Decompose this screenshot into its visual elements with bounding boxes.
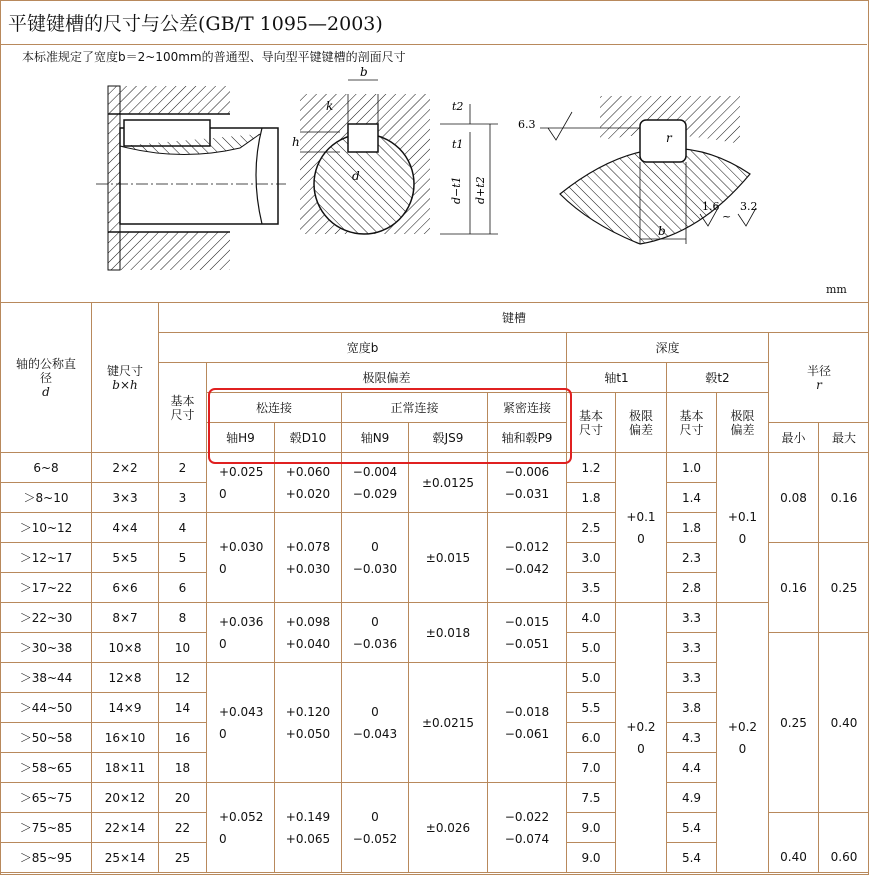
- keyway-table: [0, 302, 869, 873]
- depth-header: 深度: [567, 333, 769, 363]
- table-row: ＞10~12 4×4 4 +0.030 0 +0.078 +0.030 0 −0.030 ±0.015 −0.012 −0.042 2.5 1.8: [1, 513, 869, 543]
- detail-view: [518, 96, 758, 244]
- roughness-3: 3.2: [740, 200, 758, 213]
- r-min-cell: 0.16: [769, 543, 819, 633]
- table-row: ＞22~30 8×7 8 +0.036 0 +0.098 +0.040 0 −0.036 ±0.018 −0.015 −0.051 4.0 +0.2 0 3.3 +0.2 0: [1, 603, 869, 633]
- basic-size-header: 基本尺寸: [159, 363, 207, 453]
- roughness-1: 6.3: [518, 118, 536, 131]
- h9-cell: +0.036 0: [207, 603, 275, 663]
- d10-cell: +0.098 +0.040: [275, 603, 342, 663]
- js9-cell: ±0.026: [409, 783, 488, 873]
- table-row: ＞44~50 14×9 14 5.5 3.8: [1, 693, 869, 723]
- p9-cell: −0.015 −0.051: [488, 603, 567, 663]
- limit-dev-header: 极限偏差: [207, 363, 567, 393]
- table-row: ＞85~95 25×14 25 9.0 5.4: [1, 843, 869, 873]
- shaft-t1-header: 轴t1: [567, 363, 667, 393]
- tight-fit-header: 紧密连接: [488, 393, 567, 423]
- h9-cell: +0.043 0: [207, 663, 275, 783]
- table-row: ＞58~65 18×11 18 7.0 4.4: [1, 753, 869, 783]
- r-min-cell: 0.25: [769, 633, 819, 813]
- table-row: ＞8~10 3×3 3 1.8 1.4: [1, 483, 869, 513]
- n9-cell: −0.004 −0.029: [342, 453, 409, 513]
- js9-cell: ±0.0125: [409, 453, 488, 513]
- h9-cell: +0.025 0: [207, 453, 275, 513]
- js9-cell: ±0.0215: [409, 663, 488, 783]
- n9-cell: 0 −0.030: [342, 513, 409, 603]
- d10-cell: +0.149 +0.065: [275, 783, 342, 873]
- roughness-2: 1.6: [702, 200, 720, 213]
- r-min-cell: 0.40: [769, 813, 819, 873]
- hub-js9-header: 毂JS9: [409, 423, 488, 453]
- dim-h-label: h: [292, 135, 300, 149]
- dim-b-label: b: [360, 65, 368, 79]
- table-row: ＞12~17 5×5 5 3.0 2.3 0.16 0.25: [1, 543, 869, 573]
- diameter-header: 轴的公称直径 d: [1, 303, 92, 453]
- title-bar: [0, 0, 867, 45]
- table-row: 6~8 2×2 2 +0.025 0 +0.060 +0.020 −0.004 −0.029 ±0.0125 −0.006 −0.031 1.2 +0.1 0 1.0 +0.1 0 0.08 0.16: [1, 453, 869, 483]
- normal-fit-header: 正常连接: [342, 393, 488, 423]
- n9-cell: 0 −0.052: [342, 783, 409, 873]
- cross-section: [292, 65, 498, 242]
- table-row: ＞65~75 20×12 20 +0.052 0 +0.149 +0.065 0 −0.052 ±0.026 −0.022 −0.074 7.5 4.9: [1, 783, 869, 813]
- table-row: ＞38~44 12×8 12 +0.043 0 +0.120 +0.050 0 −0.043 ±0.0215 −0.018 −0.061 5.0 3.3: [1, 663, 869, 693]
- hub-t2-header: 毂t2: [667, 363, 769, 393]
- shaft-hub-p9-header: 轴和毂P9: [488, 423, 567, 453]
- r-min-cell: 0.08: [769, 453, 819, 543]
- loose-fit-header: 松连接: [207, 393, 342, 423]
- r-max-cell: 0.25: [819, 543, 869, 633]
- table-row: ＞75~85 22×14 22 9.0 5.4 0.40 0.60: [1, 813, 869, 843]
- d10-cell: +0.078 +0.030: [275, 513, 342, 603]
- intro-text: 本标准规定了宽度b＝2~100mm的普通型、导向型平键键槽的剖面尺寸: [22, 50, 406, 64]
- t1-dev-cell: +0.2 0: [616, 603, 667, 873]
- dim-t2-label: t2: [452, 100, 464, 113]
- r-max-cell: 0.40: [819, 633, 869, 813]
- keyway-header: 键槽: [159, 303, 869, 333]
- dim-k-label: k: [326, 99, 334, 113]
- keyway-drawing: [0, 44, 869, 302]
- p9-cell: −0.006 −0.031: [488, 453, 567, 513]
- n9-cell: 0 −0.043: [342, 663, 409, 783]
- detail-r-label: r: [666, 131, 672, 145]
- h9-cell: +0.052 0: [207, 783, 275, 873]
- t2-dev-cell: +0.1 0: [717, 453, 769, 603]
- t1-dev-cell: +0.1 0: [616, 453, 667, 603]
- h9-cell: +0.030 0: [207, 513, 275, 603]
- radius-max-header: 最大: [819, 423, 869, 453]
- t2-basic-header: 基本尺寸: [667, 393, 717, 453]
- r-max-cell: 0.60: [819, 813, 869, 873]
- t2-dev-cell: +0.2 0: [717, 603, 769, 873]
- t1-limit-header: 极限偏差: [616, 393, 667, 453]
- d10-cell: +0.120 +0.050: [275, 663, 342, 783]
- dim-t1-label: t1: [452, 138, 464, 151]
- side-view: [96, 86, 286, 270]
- p9-cell: −0.018 −0.061: [488, 663, 567, 783]
- p9-cell: −0.022 −0.074: [488, 783, 567, 873]
- width-header: 宽度b: [159, 333, 567, 363]
- t1-basic-header: 基本尺寸: [567, 393, 616, 453]
- d10-cell: +0.060 +0.020: [275, 453, 342, 513]
- shaft-n9-header: 轴N9: [342, 423, 409, 453]
- dim-d-plus-t2-label: d+t2: [474, 176, 487, 204]
- table-row: ＞17~22 6×6 6 3.5 2.8: [1, 573, 869, 603]
- key-size-header: 键尺寸 b×h: [92, 303, 159, 453]
- p9-cell: −0.012 −0.042: [488, 513, 567, 603]
- dim-d-minus-t1-label: d−t1: [450, 176, 463, 204]
- radius-min-header: 最小: [769, 423, 819, 453]
- shaft-h9-header: 轴H9: [207, 423, 275, 453]
- svg-text:~: ~: [722, 210, 732, 223]
- page-title: 平键键槽的尺寸与公差(GB/T 1095—2003): [8, 13, 383, 35]
- detail-b-label: b: [658, 224, 666, 238]
- table-row: ＞50~58 16×10 16 6.0 4.3: [1, 723, 869, 753]
- unit-label: mm: [826, 283, 847, 296]
- js9-cell: ±0.018: [409, 603, 488, 663]
- radius-header: 半径 r: [769, 333, 869, 423]
- dim-d-label: d: [352, 169, 360, 183]
- n9-cell: 0 −0.036: [342, 603, 409, 663]
- js9-cell: ±0.015: [409, 513, 488, 603]
- table-row: ＞30~38 10×8 10 5.0 3.3 0.25 0.40: [1, 633, 869, 663]
- t2-limit-header: 极限偏差: [717, 393, 769, 453]
- r-max-cell: 0.16: [819, 453, 869, 543]
- hub-d10-header: 毂D10: [275, 423, 342, 453]
